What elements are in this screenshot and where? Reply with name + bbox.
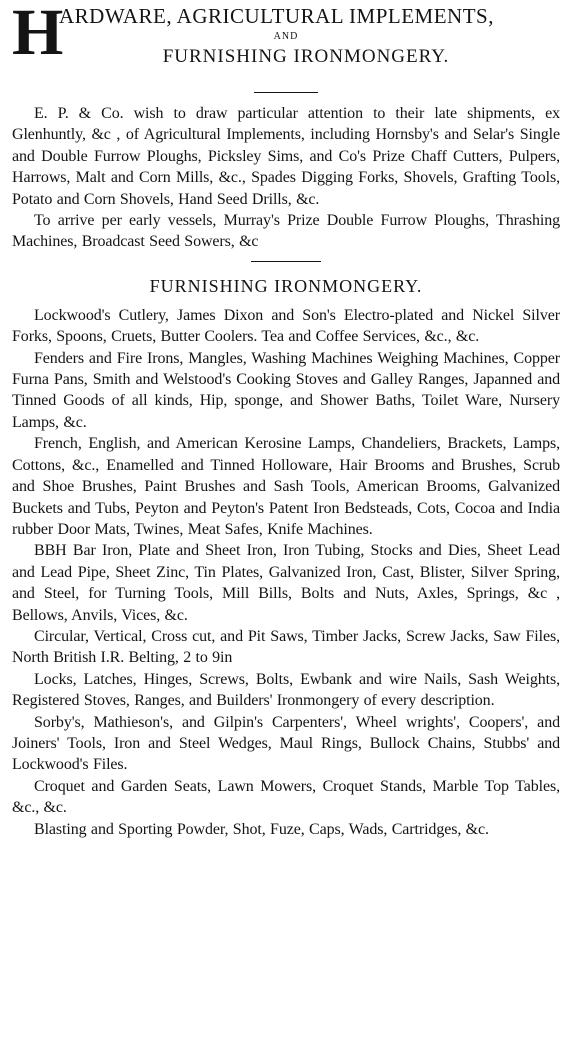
paragraph-bar-iron: BBH Bar Iron, Plate and Sheet Iron, Iron Tubing, Stocks and Dies, Sheet Lead and Lead Pipe, Sheet Zinc, Tin Plates, Galvanized Iron, Cast, Blister, Silver Spring, and Steel, for Turning Tools, Mill Bills, Bolts and Nuts, Axles, Springs, &c , Bellows, Anvils, Vices, &c. — [12, 542, 560, 624]
section-title-furnishing: FURNISHING IRONMONGERY. — [149, 275, 423, 296]
header-and: AND — [273, 31, 299, 42]
paragraph-tools: Sorby's, Mathieson's, and Gilpin's Carpenters', Wheel wrights', Coopers', and Joiners' Tools, Iron and Steel Wedges, Maul Rings, Bullock Chains, Stubbs' and Lockwood's Files. — [12, 713, 560, 774]
agricultural-section — [12, 103, 560, 253]
divider-rule — [254, 92, 318, 93]
paragraph-powder: Blasting and Sporting Powder, Shot, Fuze, Caps, Wads, Cartridges, &c. — [34, 820, 489, 838]
furnishing-section — [12, 275, 560, 840]
divider-rule — [251, 261, 321, 262]
paragraph-saws: Circular, Vertical, Cross cut, and Pit Saws, Timber Jacks, Screw Jacks, Saw Files, North British I.R. Belting, 2 to 9in — [12, 627, 560, 667]
advertisement-header — [12, 0, 560, 78]
paragraph-croquet: Croquet and Garden Seats, Lawn Mowers, Croquet Stands, Marble Top Tables, &c., &c. — [12, 777, 560, 817]
paragraph-cutlery: Lockwood's Cutlery, James Dixon and Son's Electro-plated and Nickel Silver Forks, Spoons, Cruets, Butter Coolers. Tea and Coffee Services, &c., &c. — [12, 306, 560, 346]
drop-cap-letter: H — [12, 0, 64, 69]
paragraph-lamps: French, English, and American Kerosine Lamps, Chandeliers, Brackets, Lamps, Cottons, &c., Enamelled and Tinned Holloware, Hair Brooms and Brushes, Scrub and Shoe Brushes, Paint Brushes and Sash Tools, American Brooms, Galvanized Buckets and Tubs, Peyton and Peyton's Patent Iron Bedsteads, Cots, Cocoa and India rubber Door Mats, Twines, Meat Safes, Knife Machines. — [12, 435, 560, 538]
header-line-furnishing: FURNISHING IRONMONGERY. — [162, 46, 450, 67]
paragraph-fenders: Fenders and Fire Irons, Mangles, Washing Machines Weighing Machines, Copper Furna Pans, Smith and Welstood's Cooking Stoves and Galley Ranges, Japanned and Tinned Goods of all kinds, Hip, sponge, and Shower Baths, Toilet Ware, Nursery Lamps, &c. — [12, 349, 560, 431]
paragraph-agricultural-implements: E. P. & Co. wish to draw particular attention to their late shipments, ex Glenhuntly, &c , of Agricultural Implements, including Hornsby's and Selar's Single and Double Furrow Ploughs, Picksley Sims, and Co's Prize Chaff Cutters, Pulpers, Harrows, Malt and Corn Mills, &c., Spades Digging Forks, Shovels, Grafting Tools, Potato and Corn Shovels, Hand Seed Drills, &c. — [12, 105, 560, 208]
paragraph-to-arrive: To arrive per early vessels, Murray's Prize Double Furrow Ploughs, Thrashing Machines, Broadcast Seed Sowers, &c — [12, 212, 560, 251]
header-line-hardware: ARDWARE, AGRICULTURAL IMPLEMENTS, — [59, 4, 494, 28]
paragraph-locks: Locks, Latches, Hinges, Screws, Bolts, Ewbank and wire Nails, Sash Weights, Registered Stoves, Ranges, and Builders' Ironmongery of every description. — [12, 670, 560, 710]
